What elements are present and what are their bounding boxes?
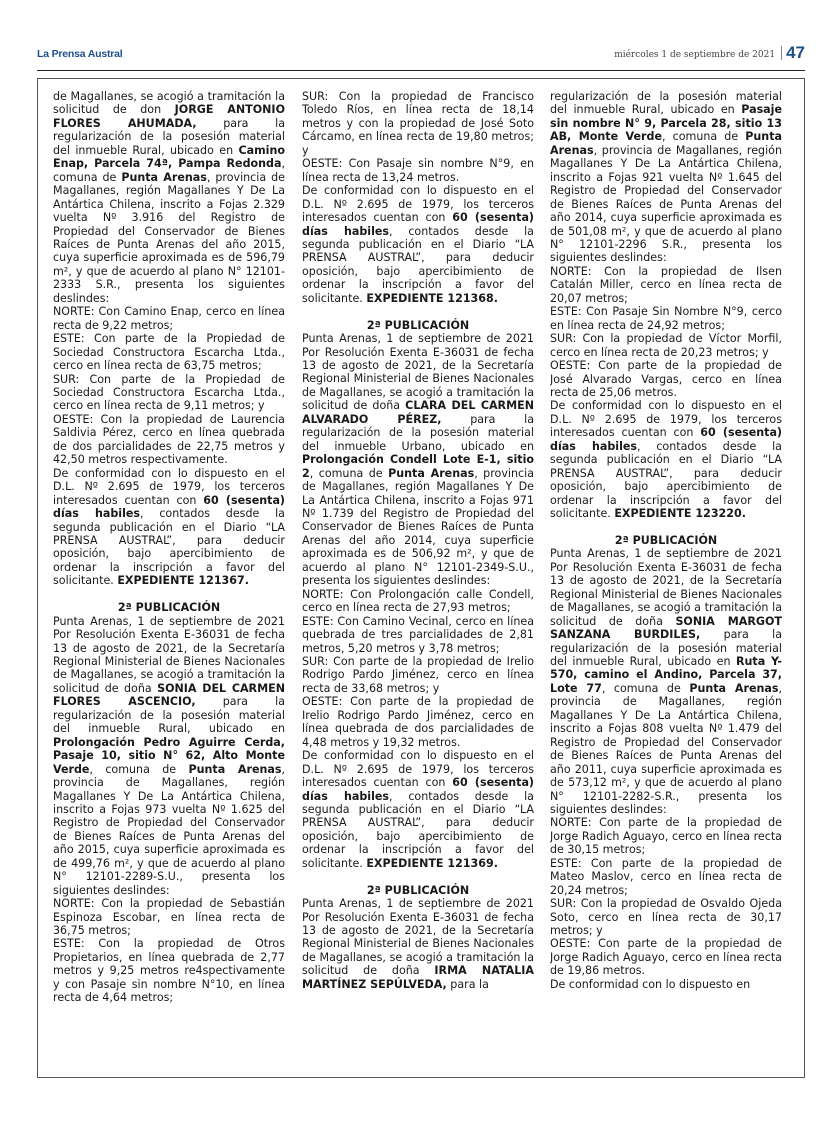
notice-paragraph [53, 332, 285, 372]
publication-date: miércoles 1 de septiembre de 2021 [614, 50, 776, 60]
bold-text: CLARA DEL CARMEN ALVARADO PÉREZ, [302, 399, 534, 426]
bold-text: Punta Arenas [388, 466, 475, 480]
section-gap [550, 521, 782, 534]
bold-text: IRMA NATALIA MARTÍNEZ SEPÚLVEDA, [302, 964, 534, 991]
notice-heading: 2ª PUBLICACIÓN [366, 318, 470, 332]
bold-text: 60 (sesenta) días habiles [550, 426, 782, 453]
text-run: , provincia de Magallanes, región Magallanes Y De La Antártica Chilena, inscrito a Fojas 971 Nº 1.739 del Registro de Propiedad del Conservador de Bienes Raíces de Punta Arenas del año 2014, cuya superficie aproximada es de 506,92 m², y que de acuerdo al plano N° 12101-2349-S.U., presenta los siguientes deslindes: [302, 466, 534, 588]
text-run: Punta Arenas, 1 de septiembre de 2021 Por Resolución Exenta E-36031 de fecha 13 de agosto de 2021, de la Secretaría Regional Ministerial de Bienes Nacionales de Magallanes, se acogió a tramitación la solicitud de doña [550, 547, 782, 628]
bold-text: EXPEDIENTE 121368. [366, 291, 498, 305]
text-run: ESTE: Con parte de la Propiedad de Sociedad Constructora Escarcha Ltda., cerco en línea recta de 63,75 metros; [53, 332, 285, 373]
column-1 [53, 90, 285, 1050]
text-run: , provincia de Magallanes, región Magallanes Y De La Antártica Chilena, inscrito a Fojas 808 vuelta Nº 1.479 del Registro de Propiedad del Conservador de Bienes Raíces de Punta Arenas del año 2011, cuya superficie aproximada es de 573,12 m², y que de acuerdo al plano N° 12101-2282-S.R., presenta los siguientes deslindes: [550, 681, 782, 816]
text-run: , contados desde la segunda publicación en el Diario “LA PRENSA AUSTRAL”, para deducir oposición, bajo apercibimiento de ordenar la inscripción a favor del solicitante. [302, 789, 534, 870]
bold-text: EXPEDIENTE 123220. [614, 507, 746, 521]
text-run: NORTE: Con la propiedad de Ilsen Catalán Miller, cerco en línea recta de 20,07 metros; [550, 264, 782, 305]
notice-paragraph [53, 615, 285, 898]
notice-paragraph [53, 373, 285, 413]
text-run: , contados desde la segunda publicación en el Diario “LA PRENSA AUSTRAL”, para deducir oposición, bajo apercibimiento de ordenar la inscripción a favor del solicitante. [53, 507, 285, 588]
text-run: SUR: Con la propiedad de Osvaldo Ojeda Soto, cerco en línea recta de 30,17 metros; y [550, 897, 782, 938]
text-run: SUR: Con parte de la Propiedad de Sociedad Constructora Escarcha Ltda., cerco en línea recta de 9,11 metros; y [53, 372, 285, 413]
text-run: para la [446, 977, 489, 991]
notice-paragraph [550, 305, 782, 332]
notice-paragraph [53, 413, 285, 467]
notice-paragraph [53, 467, 285, 588]
notice-paragraph [302, 897, 534, 991]
notice-paragraph [550, 857, 782, 897]
notice-heading: 2ª PUBLICACIÓN [614, 533, 718, 547]
bold-text: 60 (sesenta) días habiles [302, 211, 534, 238]
text-run: de Magallanes, se acogió a tramitación la solicitud de don [53, 90, 285, 117]
bold-text: Punta Arenas [689, 681, 779, 695]
bold-text: EXPEDIENTE 121369. [366, 856, 498, 870]
notice-paragraph [550, 332, 782, 359]
notice-paragraph [550, 978, 782, 991]
notice-paragraph [302, 332, 534, 588]
text-run: OESTE: Con parte de la propiedad de José Alvarado Vargas, cerco en línea recta de 25,06 metros. [550, 359, 782, 399]
text-run: , provincia de Magallanes, región Magallanes Y De La Antártica Chilena, inscrito a Fojas 2.329 vuelta Nº 3.916 del Registro de Propiedad del Conservador de Bienes Raíces de Punta Arenas del año 2015, cuya superficie aproximada es de 596,79 m², y que de acuerdo al plano N° 12101-2333 S.R., presenta los siguientes deslindes: [53, 170, 285, 305]
text-run: , comuna de [661, 130, 746, 144]
bold-text: EXPEDIENTE 121367. [117, 574, 249, 588]
notice-paragraph [302, 615, 534, 655]
bold-text: Ruta Y-570, camino el Andino, Parcela 37, Lote 77 [550, 654, 782, 695]
notice-paragraph [302, 157, 534, 184]
bold-text: JORGE ANTONIO FLORES AHUMADA, [53, 103, 285, 130]
text-run: para la regularización de la posesión material del inmueble Rural, ubicado en [53, 116, 285, 157]
notice-paragraph [302, 695, 534, 749]
bold-text: 60 (sesenta) días habiles [53, 493, 285, 521]
notice-paragraph [550, 265, 782, 305]
text-run: , comuna de [53, 157, 285, 184]
notice-paragraph [550, 359, 782, 399]
text-run: SUR: Con la propiedad de Víctor Morfil, cerco en línea recta de 20,23 metros; y [550, 332, 782, 359]
text-run: OESTE: Con parte de la propiedad de Jorge Radich Aguayo, cerco en línea recta de 19,86 metros. [550, 937, 782, 978]
page-number: 47 [786, 43, 805, 62]
text-run: NORTE: Con Prolongación calle Condell, cerco en línea recta de 27,93 metros; [302, 587, 534, 615]
column-2 [302, 90, 534, 1050]
notice-paragraph [53, 90, 285, 305]
bold-text: Punta Arenas [188, 762, 282, 776]
notice-paragraph [302, 588, 534, 615]
notice-paragraph [53, 897, 285, 937]
section-gap [302, 305, 534, 318]
bold-text: Pasaje sin nombre N° 9, Parcela 28, sitio 13 AB, Monte Verde [550, 103, 782, 144]
bold-text: Punta Arenas [550, 130, 782, 157]
header-separator [781, 46, 782, 60]
header-right [614, 44, 805, 62]
text-run: , comuna de [309, 466, 389, 480]
column-3 [550, 90, 782, 1050]
text-run: De conformidad con lo dispuesto en [550, 977, 751, 991]
text-run: NORTE: Con Camino Enap, cerco en línea recta de 9,22 metros; [53, 305, 285, 332]
notice-paragraph [550, 547, 782, 816]
text-run: para la regularización de la posesión material del inmueble Urbano, ubicado en [302, 412, 534, 453]
bold-text: SONIA DEL CARMEN FLORES ASCENCIO, [53, 681, 285, 709]
page-header [37, 44, 805, 66]
text-run: ESTE: Con parte de la propiedad de Mateo Maslov, cerco en línea recta de 20,24 metros; [550, 856, 782, 897]
text-run: De conformidad con lo dispuesto en el D.L. Nº 2.695 de 1979, los terceros interesados cuentan con [53, 466, 285, 507]
text-run: , provincia de Magallanes, región Magallanes Y De La Antártica Chilena, inscrito a Fojas 921 vuelta Nº 1.645 del Registro de Propiedad del Conservador de Bienes Raíces de Punta Arenas del año 2014, cuya superficie aproximada es de 501,08 m², y que de acuerdo al plano N° 12101-2296 S.R., presenta los siguientes deslindes: [550, 143, 782, 265]
bold-text: 60 (sesenta) días habiles [302, 776, 534, 803]
bold-text: Camino Enap, Parcela 74ª, Pampa Redonda [53, 143, 285, 171]
text-run: NORTE: Con la propiedad de Sebastián Espinoza Escobar, en línea recta de 36,75 metros; [53, 897, 285, 938]
bold-text: Punta Arenas [121, 170, 207, 184]
notice-paragraph [550, 897, 782, 937]
notice-paragraph [302, 90, 534, 157]
text-run: , provincia de Magallanes, región Magallanes Y De La Antártica Chilena, inscrito a Fojas 973 vuelta Nº 1.625 del Registro de Propiedad del Conservador de Bienes Raíces de Punta Arenas del año 2015, cuya superficie aproximada es de 499,76 m², y que de acuerdo al plano N° 12101-2289-S.U., presenta los siguientes deslindes: [53, 762, 285, 897]
notice-heading: 2ª PUBLICACIÓN [117, 601, 221, 615]
section-gap [53, 588, 285, 601]
newspaper-brand: La Prensa Austral [37, 48, 123, 60]
text-run: , contados desde la segunda publicación en el Diario “LA PRENSA AUSTRAL”, para deducir oposición, bajo apercibimiento de ordenar la inscripción a favor del solicitante. [302, 224, 534, 305]
text-run: regularización de la posesión material del inmueble Rural, ubicado en [550, 90, 782, 117]
text-run: OESTE: Con la propiedad de Laurencia Saldivia Pérez, cerco en línea quebrada de dos parcialidades de 22,75 metros y 42,50 metros respectivamente. [53, 412, 285, 467]
text-run: NORTE: Con parte de la propiedad de Jorge Radich Aguayo, cerco en línea recta de 30,15 metros; [550, 816, 782, 857]
header-rule [37, 70, 805, 71]
notice-heading: 2ª PUBLICACIÓN [366, 883, 470, 897]
text-run: De conformidad con lo dispuesto en el D.L. Nº 2.695 de 1979, los terceros interesados cuentan con [302, 184, 534, 225]
text-run: , comuna de [89, 762, 189, 776]
text-run: , contados desde la segunda publicación en el Diario “LA PRENSA AUSTRAL”, para deducir oposición, bajo apercibimiento de ordenar la inscripción a favor del solicitante. [550, 439, 782, 521]
text-run: ESTE: Con Camino Vecinal, cerco en línea quebrada de tres parcialidades de 2,81 metros, 5,20 metros y 3,78 metros; [302, 614, 534, 655]
text-run: ESTE: Con la propiedad de Otros Propietarios, en línea quebrada de 2,77 metros y 9,25 metros re4spectivamente y con Pasaje sin nombre N°10, en línea recta de 4,64 metros; [53, 937, 285, 1005]
text-run: De conformidad con lo dispuesto en el D.L. Nº 2.695 de 1979, los terceros interesados cuentan con [302, 749, 534, 790]
text-run: para la regularización de la posesión material del inmueble Rural, ubicado en [550, 628, 782, 668]
notice-paragraph [302, 749, 534, 870]
text-run: SUR: Con parte de la propiedad de Irelio Rodrigo Pardo Jiménez, cerco en línea recta de 33,68 metros; y [302, 654, 534, 695]
text-run: Punta Arenas, 1 de septiembre de 2021 Por Resolución Exenta E-36031 de fecha 13 de agosto de 2021, de la Secretaría Regional Ministerial de Bienes Nacionales de Magallanes, se acogió a tramitación la solicitud de doña [302, 897, 534, 978]
notice-paragraph [550, 90, 782, 265]
notice-paragraph [302, 655, 534, 695]
notice-paragraph [302, 184, 534, 305]
text-run: ESTE: Con Pasaje Sin Nombre N°9, cerco en línea recta de 24,92 metros; [550, 305, 782, 332]
notice-paragraph [53, 305, 285, 332]
text-run: De conformidad con lo dispuesto en el D.L. Nº 2.695 de 1979, los terceros interesados cuentan con [550, 399, 782, 440]
bold-text: Prolongación Condell Lote E-1, sitio 2 [302, 453, 534, 480]
text-run: para la regularización de la posesión material del inmueble Rural, ubicado en [53, 695, 285, 736]
notice-paragraph [550, 816, 782, 856]
section-gap [302, 870, 534, 883]
text-run: SUR: Con la propiedad de Francisco Toledo Ríos, en línea recta de 18,14 metros y con la propiedad de José Soto Cárcamo, en línea recta de 19,80 metros; y [302, 90, 534, 157]
notice-paragraph [550, 399, 782, 520]
bold-text: SONIA MARGOT SANZANA BURDILES, [550, 614, 782, 642]
bold-text: Prolongación Pedro Aguirre Cerda, Pasaje 10, sitio N° 62, Alto Monte Verde [53, 735, 285, 776]
text-run: OESTE: Con parte de la propiedad de Irelio Rodrigo Pardo Jiménez, cerco en línea quebrada de dos parcialidades de 4,48 metros y 19,32 metros. [302, 695, 534, 749]
text-run: , comuna de [601, 681, 690, 695]
text-run: OESTE: Con Pasaje sin nombre N°9, en línea recta de 13,24 metros. [302, 157, 534, 184]
notice-paragraph [53, 937, 285, 1004]
text-run: Punta Arenas, 1 de septiembre de 2021 Por Resolución Exenta E-36031 de fecha 13 de agosto de 2021, de la Secretaría Regional Ministerial de Bienes Nacionales de Magallanes, se acogió a tramitación la solicitud de doña [302, 332, 534, 413]
text-run: Punta Arenas, 1 de septiembre de 2021 Por Resolución Exenta E-36031 de fecha 13 de agosto de 2021, de la Secretaría Regional Ministerial de Bienes Nacionales de Magallanes, se acogió a tramitación la solicitud de doña [53, 614, 285, 695]
notice-paragraph [550, 937, 782, 977]
